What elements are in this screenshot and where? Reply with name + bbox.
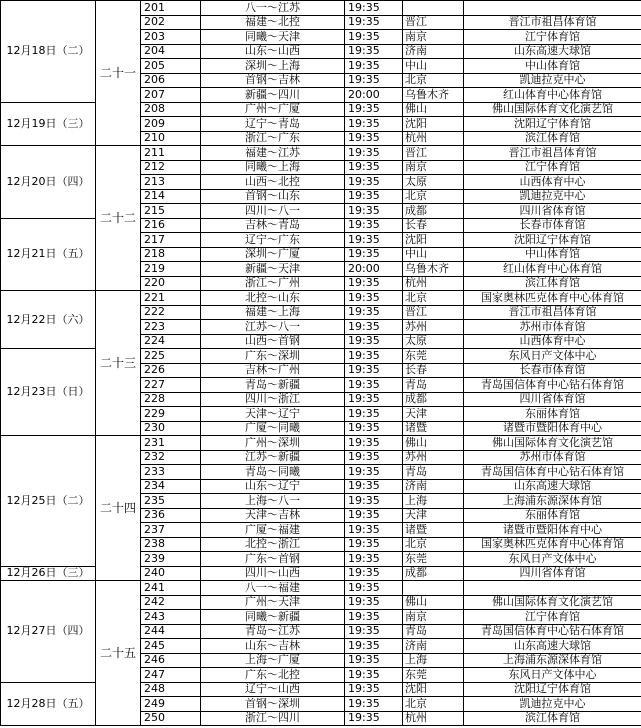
- matchup: 四川～八一: [201, 204, 345, 219]
- game-number: 217: [141, 233, 201, 248]
- venue-name: [464, 581, 641, 596]
- host-city: [403, 581, 464, 596]
- matchup: 八一～福建: [201, 581, 345, 596]
- game-number: 206: [141, 73, 201, 88]
- host-city: 南京: [403, 30, 464, 45]
- host-city: 北京: [403, 697, 464, 712]
- matchup: 青岛～同曦: [201, 465, 345, 480]
- tipoff-time: 19:35: [345, 349, 403, 364]
- tipoff-time: 19:35: [345, 291, 403, 306]
- date-cell: 12月19日（三）: [1, 102, 96, 146]
- venue-name: 山西体育中心: [464, 334, 641, 349]
- date-cell: 12月20日（四）: [1, 146, 96, 219]
- game-number: 202: [141, 15, 201, 30]
- matchup: 广厦～福建: [201, 523, 345, 538]
- tipoff-time: 19:35: [345, 566, 403, 581]
- tipoff-time: 19:35: [345, 407, 403, 422]
- tipoff-time: 20:00: [345, 262, 403, 277]
- host-city: 南京: [403, 160, 464, 175]
- game-number: 203: [141, 30, 201, 45]
- matchup: 同曦～上海: [201, 160, 345, 175]
- host-city: 杭州: [403, 276, 464, 291]
- date-cell: 12月27日（四）: [1, 581, 96, 683]
- game-number: 236: [141, 508, 201, 523]
- matchup: 广州～广厦: [201, 102, 345, 117]
- venue-name: 青岛国信体育中心钻石体育馆: [464, 465, 641, 480]
- matchup: 福建～江苏: [201, 146, 345, 161]
- game-number: 228: [141, 392, 201, 407]
- matchup: 广东～首钢: [201, 552, 345, 567]
- game-number: 216: [141, 218, 201, 233]
- game-number: 205: [141, 59, 201, 74]
- venue-name: 四川省体育馆: [464, 566, 641, 581]
- matchup: 山西～首钢: [201, 334, 345, 349]
- game-number: 212: [141, 160, 201, 175]
- tipoff-time: 19:35: [345, 494, 403, 509]
- host-city: 济南: [403, 44, 464, 59]
- matchup: 深圳～广厦: [201, 247, 345, 262]
- host-city: 诸暨: [403, 523, 464, 538]
- tipoff-time: 19:35: [345, 175, 403, 190]
- venue-name: [464, 1, 641, 16]
- venue-name: 山东高速大球馆: [464, 44, 641, 59]
- venue-name: 上海浦东源深体育馆: [464, 653, 641, 668]
- tipoff-time: 19:35: [345, 450, 403, 465]
- matchup: 青岛～江苏: [201, 624, 345, 639]
- tipoff-time: 19:35: [345, 581, 403, 596]
- game-number: 209: [141, 117, 201, 132]
- date-cell: 12月28日（五）: [1, 682, 96, 726]
- game-number: 221: [141, 291, 201, 306]
- host-city: 晋江: [403, 15, 464, 30]
- matchup: 广州～深圳: [201, 436, 345, 451]
- venue-name: 国家奥林匹克体育中心体育馆: [464, 537, 641, 552]
- game-number: 235: [141, 494, 201, 509]
- host-city: 青岛: [403, 465, 464, 480]
- venue-name: 沈阳辽宁体育馆: [464, 117, 641, 132]
- tipoff-time: 19:35: [345, 479, 403, 494]
- tipoff-time: 19:35: [345, 537, 403, 552]
- tipoff-time: 19:35: [345, 465, 403, 480]
- matchup: 山东～吉林: [201, 639, 345, 654]
- host-city: 成都: [403, 204, 464, 219]
- matchup: 福建～上海: [201, 305, 345, 320]
- venue-name: 佛山国际体育文化演艺馆: [464, 595, 641, 610]
- matchup: 首钢～山东: [201, 189, 345, 204]
- game-number: 215: [141, 204, 201, 219]
- tipoff-time: 19:35: [345, 508, 403, 523]
- matchup: 四川～山西: [201, 566, 345, 581]
- host-city: [403, 1, 464, 16]
- round-cell: 二十二: [96, 146, 141, 291]
- host-city: 济南: [403, 639, 464, 654]
- host-city: 佛山: [403, 595, 464, 610]
- game-number: 201: [141, 1, 201, 16]
- tipoff-time: 19:35: [345, 610, 403, 625]
- matchup: 同曦～新疆: [201, 610, 345, 625]
- host-city: 长春: [403, 363, 464, 378]
- game-number: 246: [141, 653, 201, 668]
- tipoff-time: 19:35: [345, 436, 403, 451]
- host-city: 诸暨: [403, 421, 464, 436]
- host-city: 长春: [403, 218, 464, 233]
- tipoff-time: 19:35: [345, 146, 403, 161]
- tipoff-time: 19:35: [345, 320, 403, 335]
- schedule-body: [1, 1, 641, 726]
- game-number: 214: [141, 189, 201, 204]
- matchup: 浙江～广东: [201, 131, 345, 146]
- host-city: 北京: [403, 189, 464, 204]
- venue-name: 苏州市体育馆: [464, 320, 641, 335]
- game-number: 245: [141, 639, 201, 654]
- tipoff-time: 19:35: [345, 15, 403, 30]
- venue-name: 滨江体育馆: [464, 131, 641, 146]
- host-city: 东莞: [403, 349, 464, 364]
- game-number: 210: [141, 131, 201, 146]
- venue-name: 晋江市祖昌体育馆: [464, 15, 641, 30]
- matchup: 广州～天津: [201, 595, 345, 610]
- host-city: 杭州: [403, 131, 464, 146]
- game-number: 239: [141, 552, 201, 567]
- tipoff-time: 19:35: [345, 73, 403, 88]
- host-city: 青岛: [403, 624, 464, 639]
- game-number: 250: [141, 711, 201, 726]
- game-number: 224: [141, 334, 201, 349]
- host-city: 沈阳: [403, 117, 464, 132]
- matchup: 辽宁～广东: [201, 233, 345, 248]
- matchup: 广东～北控: [201, 668, 345, 683]
- venue-name: 四川省体育馆: [464, 204, 641, 219]
- host-city: 上海: [403, 653, 464, 668]
- tipoff-time: 19:35: [345, 1, 403, 16]
- matchup: 福建～北控: [201, 15, 345, 30]
- round-cell: 二十一: [96, 1, 141, 146]
- date-cell: 12月25日（二）: [1, 436, 96, 567]
- host-city: 晋江: [403, 305, 464, 320]
- matchup: 吉林～青岛: [201, 218, 345, 233]
- venue-name: 长春市体育馆: [464, 363, 641, 378]
- matchup: 山西～北控: [201, 175, 345, 190]
- host-city: 济南: [403, 479, 464, 494]
- game-number: 208: [141, 102, 201, 117]
- host-city: 东莞: [403, 552, 464, 567]
- game-number: 225: [141, 349, 201, 364]
- host-city: 北京: [403, 537, 464, 552]
- host-city: 中山: [403, 247, 464, 262]
- venue-name: 沈阳辽宁体育馆: [464, 682, 641, 697]
- round-cell: 二十四: [96, 436, 141, 581]
- venue-name: 苏州市体育馆: [464, 450, 641, 465]
- game-number: 227: [141, 378, 201, 393]
- venue-name: 佛山国际体育文化演艺馆: [464, 102, 641, 117]
- host-city: 苏州: [403, 450, 464, 465]
- venue-name: 红山体育中心体育馆: [464, 262, 641, 277]
- matchup: 浙江～四川: [201, 711, 345, 726]
- tipoff-time: 19:35: [345, 189, 403, 204]
- game-number: 232: [141, 450, 201, 465]
- host-city: 青岛: [403, 378, 464, 393]
- game-number: 219: [141, 262, 201, 277]
- round-cell: 二十三: [96, 291, 141, 436]
- venue-name: 国家奥林匹克体育中心体育馆: [464, 291, 641, 306]
- tipoff-time: 19:35: [345, 30, 403, 45]
- host-city: 北京: [403, 73, 464, 88]
- venue-name: 长春市体育馆: [464, 218, 641, 233]
- venue-name: 晋江市祖昌体育馆: [464, 146, 641, 161]
- game-number: 207: [141, 88, 201, 103]
- game-number: 249: [141, 697, 201, 712]
- tipoff-time: 19:35: [345, 247, 403, 262]
- game-row: [1, 436, 641, 451]
- venue-name: 红山体育中心体育馆: [464, 88, 641, 103]
- matchup: 吉林～广州: [201, 363, 345, 378]
- game-number: 234: [141, 479, 201, 494]
- date-cell: 12月21日（五）: [1, 218, 96, 291]
- venue-name: 佛山国际体育文化演艺馆: [464, 436, 641, 451]
- round-cell: 二十五: [96, 581, 141, 726]
- host-city: 太原: [403, 334, 464, 349]
- venue-name: 青岛国信体育中心钻石体育馆: [464, 378, 641, 393]
- game-row: [1, 146, 641, 161]
- game-row: [1, 291, 641, 306]
- venue-name: 凯迪拉克中心: [464, 73, 641, 88]
- venue-name: 江宁体育馆: [464, 30, 641, 45]
- host-city: 太原: [403, 175, 464, 190]
- host-city: 东莞: [403, 668, 464, 683]
- game-number: 238: [141, 537, 201, 552]
- tipoff-time: 19:35: [345, 653, 403, 668]
- host-city: 上海: [403, 494, 464, 509]
- game-number: 211: [141, 146, 201, 161]
- venue-name: 诸暨市暨阳体育中心: [464, 421, 641, 436]
- host-city: 沈阳: [403, 233, 464, 248]
- game-number: 247: [141, 668, 201, 683]
- host-city: 乌鲁木齐: [403, 262, 464, 277]
- host-city: 成都: [403, 566, 464, 581]
- venue-name: 东风日产文体中心: [464, 349, 641, 364]
- matchup: 浙江～广州: [201, 276, 345, 291]
- tipoff-time: 19:35: [345, 639, 403, 654]
- tipoff-time: 19:35: [345, 131, 403, 146]
- tipoff-time: 19:35: [345, 363, 403, 378]
- matchup: 江苏～新疆: [201, 450, 345, 465]
- game-number: 230: [141, 421, 201, 436]
- game-number: 218: [141, 247, 201, 262]
- tipoff-time: 19:35: [345, 218, 403, 233]
- matchup: 山东～山西: [201, 44, 345, 59]
- game-row: [1, 581, 641, 596]
- tipoff-time: 19:35: [345, 668, 403, 683]
- game-number: 233: [141, 465, 201, 480]
- matchup: 山东～辽宁: [201, 479, 345, 494]
- host-city: 乌鲁木齐: [403, 88, 464, 103]
- matchup: 天津～辽宁: [201, 407, 345, 422]
- game-row: [1, 1, 641, 16]
- matchup: 广厦～同曦: [201, 421, 345, 436]
- host-city: 杭州: [403, 711, 464, 726]
- tipoff-time: 19:35: [345, 682, 403, 697]
- venue-name: 沈阳辽宁体育馆: [464, 233, 641, 248]
- matchup: 北控～浙江: [201, 537, 345, 552]
- venue-name: 山东高速大球馆: [464, 479, 641, 494]
- venue-name: 东风日产文体中心: [464, 668, 641, 683]
- venue-name: 四川省体育馆: [464, 392, 641, 407]
- matchup: 上海～八一: [201, 494, 345, 509]
- game-number: 229: [141, 407, 201, 422]
- date-cell: 12月18日（二）: [1, 1, 96, 103]
- tipoff-time: 19:35: [345, 117, 403, 132]
- tipoff-time: 20:00: [345, 88, 403, 103]
- matchup: 首钢～深圳: [201, 697, 345, 712]
- venue-name: 晋江市祖昌体育馆: [464, 305, 641, 320]
- host-city: 苏州: [403, 320, 464, 335]
- game-number: 222: [141, 305, 201, 320]
- date-cell: 12月23日（日）: [1, 349, 96, 436]
- date-cell: 12月26日（三）: [1, 566, 96, 581]
- tipoff-time: 19:35: [345, 711, 403, 726]
- tipoff-time: 19:35: [345, 334, 403, 349]
- tipoff-time: 19:35: [345, 44, 403, 59]
- venue-name: 东丽体育馆: [464, 407, 641, 422]
- host-city: 南京: [403, 610, 464, 625]
- game-number: 204: [141, 44, 201, 59]
- game-number: 220: [141, 276, 201, 291]
- tipoff-time: 19:35: [345, 305, 403, 320]
- matchup: 上海～广厦: [201, 653, 345, 668]
- tipoff-time: 19:35: [345, 552, 403, 567]
- venue-name: 滨江体育馆: [464, 711, 641, 726]
- venue-name: 东风日产文体中心: [464, 552, 641, 567]
- matchup: 首钢～吉林: [201, 73, 345, 88]
- venue-name: 山东高速大球馆: [464, 639, 641, 654]
- venue-name: 上海浦东源深体育馆: [464, 494, 641, 509]
- game-number: 244: [141, 624, 201, 639]
- tipoff-time: 19:35: [345, 204, 403, 219]
- matchup: 江苏～八一: [201, 320, 345, 335]
- matchup: 辽宁～山西: [201, 682, 345, 697]
- tipoff-time: 19:35: [345, 697, 403, 712]
- venue-name: 山西体育中心: [464, 175, 641, 190]
- tipoff-time: 19:35: [345, 392, 403, 407]
- game-number: 237: [141, 523, 201, 538]
- game-number: 231: [141, 436, 201, 451]
- game-number: 213: [141, 175, 201, 190]
- game-number: 243: [141, 610, 201, 625]
- tipoff-time: 19:35: [345, 160, 403, 175]
- host-city: 沈阳: [403, 682, 464, 697]
- tipoff-time: 19:35: [345, 276, 403, 291]
- host-city: 天津: [403, 508, 464, 523]
- host-city: 中山: [403, 59, 464, 74]
- game-number: 242: [141, 595, 201, 610]
- host-city: 成都: [403, 392, 464, 407]
- host-city: 天津: [403, 407, 464, 422]
- venue-name: 江宁体育馆: [464, 610, 641, 625]
- tipoff-time: 19:35: [345, 421, 403, 436]
- host-city: 北京: [403, 291, 464, 306]
- venue-name: 诸暨市暨阳体育中心: [464, 523, 641, 538]
- host-city: 佛山: [403, 436, 464, 451]
- venue-name: 凯迪拉克中心: [464, 189, 641, 204]
- venue-name: 东丽体育馆: [464, 508, 641, 523]
- venue-name: 中山体育馆: [464, 59, 641, 74]
- matchup: 深圳～上海: [201, 59, 345, 74]
- matchup: 天津～吉林: [201, 508, 345, 523]
- tipoff-time: 19:35: [345, 378, 403, 393]
- host-city: 晋江: [403, 146, 464, 161]
- matchup: 八一～江苏: [201, 1, 345, 16]
- tipoff-time: 19:35: [345, 59, 403, 74]
- game-number: 223: [141, 320, 201, 335]
- matchup: 辽宁～青岛: [201, 117, 345, 132]
- matchup: 广东～深圳: [201, 349, 345, 364]
- tipoff-time: 19:35: [345, 595, 403, 610]
- matchup: 四川～浙江: [201, 392, 345, 407]
- matchup: 同曦～天津: [201, 30, 345, 45]
- matchup: 青岛～新疆: [201, 378, 345, 393]
- date-cell: 12月22日（六）: [1, 291, 96, 349]
- venue-name: 滨江体育馆: [464, 276, 641, 291]
- game-number: 241: [141, 581, 201, 596]
- game-number: 240: [141, 566, 201, 581]
- matchup: 北控～山东: [201, 291, 345, 306]
- venue-name: 中山体育馆: [464, 247, 641, 262]
- matchup: 新疆～天津: [201, 262, 345, 277]
- tipoff-time: 19:35: [345, 624, 403, 639]
- game-number: 248: [141, 682, 201, 697]
- game-number: 226: [141, 363, 201, 378]
- venue-name: 江宁体育馆: [464, 160, 641, 175]
- venue-name: 青岛国信体育中心钻石体育馆: [464, 624, 641, 639]
- host-city: 佛山: [403, 102, 464, 117]
- matchup: 新疆～四川: [201, 88, 345, 103]
- venue-name: 凯迪拉克中心: [464, 697, 641, 712]
- tipoff-time: 19:35: [345, 523, 403, 538]
- tipoff-time: 19:35: [345, 102, 403, 117]
- tipoff-time: 19:35: [345, 233, 403, 248]
